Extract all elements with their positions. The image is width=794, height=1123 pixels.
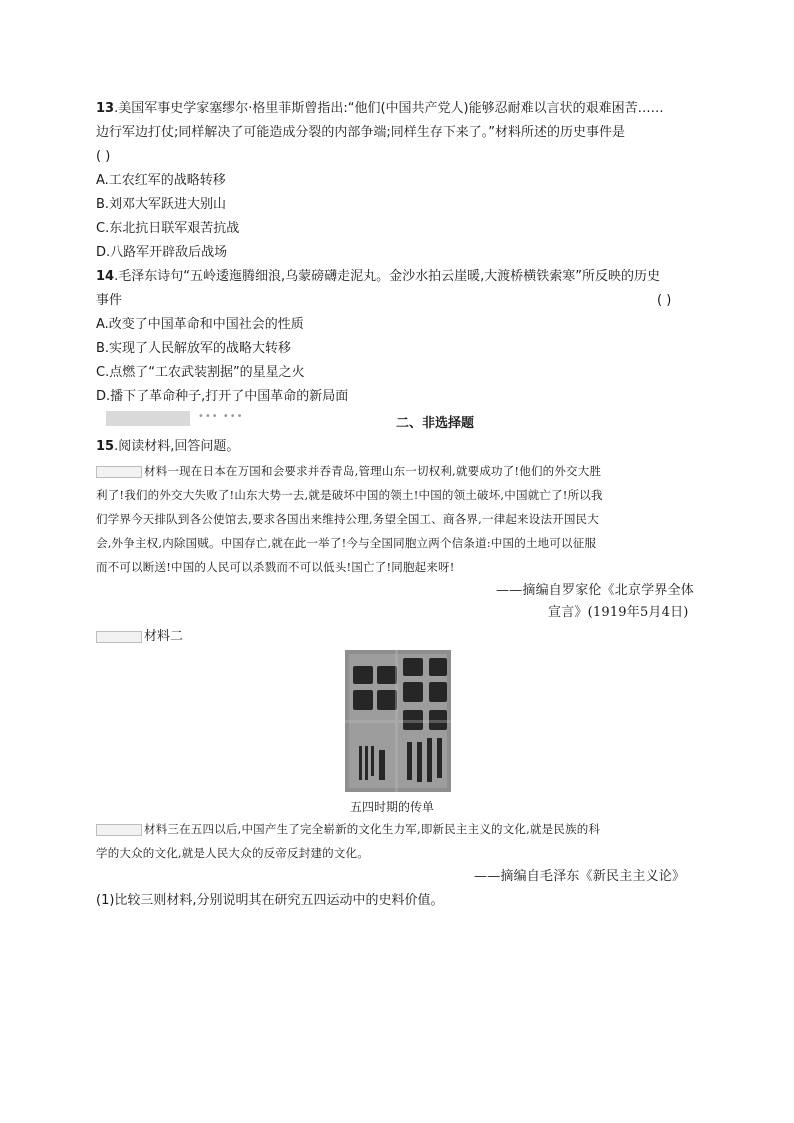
material-1-label: 材料一 bbox=[144, 464, 180, 478]
material-1-line3: 们学界今天排队到各公使馆去,要求各国出来维持公理,务望全国工、商各界,一律起来设法开国民大 bbox=[96, 512, 599, 526]
q14-option-d: D.播下了革命种子,打开了中国革命的新局面 bbox=[96, 389, 349, 404]
material-1-line4: 会,外争主权,内除国贼。中国存亡,就在此一举了!今与全国同胞立两个信条道:中国的土地可以征服 bbox=[96, 536, 597, 550]
material-1-source-line2: 宣言》(1919年5月4日) bbox=[548, 605, 689, 620]
section-title: 二、非选择题 bbox=[396, 416, 475, 431]
material-tag-box bbox=[96, 824, 142, 836]
material-3-line2: 学的大众的文化,就是人民大众的反帝反封建的文化。 bbox=[96, 846, 369, 860]
material-1-line1: 材料一现在日本在万国和会要求并吞青岛,管理山东一切权利,就要成功了!他们的外交大胜 bbox=[96, 462, 601, 480]
material-2-label: 材料二 bbox=[144, 629, 184, 644]
material-2-heading bbox=[96, 628, 183, 646]
q13-stem-line2: 边行军边打仗;同样解决了可能造成分裂的内部争端;同样生存下来了。”材料所述的历史事件是 bbox=[96, 125, 625, 140]
q15-subquestion-1: (1)比较三则材料,分别说明其在研究五四运动中的史料价值。 bbox=[96, 893, 444, 908]
q14-stem-line1: 14.毛泽东诗句“五岭逶迤腾细浪,乌蒙磅礴走泥丸。金沙水拍云崖暖,大渡桥横铁索寒”所反映的历史 bbox=[96, 269, 660, 284]
material-tag-box bbox=[96, 631, 142, 643]
q14-stem-line2: 事件 bbox=[96, 293, 123, 308]
q15-number: 15 bbox=[96, 439, 115, 454]
section-banner bbox=[106, 411, 190, 426]
q14-option-a: A.改变了中国革命和中国社会的性质 bbox=[96, 317, 304, 332]
material-3-label: 材料三 bbox=[144, 822, 180, 836]
q13-stem-line1: 13.美国军事史学家塞缪尔·格里菲斯曾指出:“他们(中国共产党人)能够忍耐难以言状的艰难困苦…… bbox=[96, 101, 664, 116]
q14-option-c: C.点燃了“工农武装割据”的星星之火 bbox=[96, 365, 305, 380]
q14-number: 14 bbox=[96, 269, 115, 284]
material-1-line2: 利了!我们的外交大失败了!山东大势一去,就是破坏中国的领土!中国的领土破坏,中国就亡了!所以我 bbox=[96, 488, 603, 502]
material-1-source-line1: ——摘编自罗家伦《北京学界全体 bbox=[496, 583, 695, 598]
q14-option-b: B.实现了人民解放军的战略大转移 bbox=[96, 341, 292, 356]
q14-answer-bracket: ( ) bbox=[657, 293, 672, 308]
material-tag-box bbox=[96, 466, 142, 478]
material-3-source: ——摘编自毛泽东《新民主主义论》 bbox=[474, 869, 686, 884]
section-dots: ••• ••• bbox=[198, 411, 244, 422]
material-1-line5: 而不可以断送!中国的人民可以杀戮而不可以低头!国亡了!同胞起来呀! bbox=[96, 560, 455, 574]
photo-caption: 五四时期的传单 bbox=[350, 800, 435, 814]
material-3-line1: 材料三在五四以后,中国产生了完全崭新的文化生力军,即新民主主义的文化,就是民族的科 bbox=[96, 820, 600, 838]
q13-option-d: D.八路军开辟敌后战场 bbox=[96, 245, 228, 260]
q13-option-b: B.刘邓大军跃进大别山 bbox=[96, 197, 227, 212]
leaflet-photo-image bbox=[345, 650, 451, 792]
q13-option-a: A.工农红军的战略转移 bbox=[96, 173, 226, 188]
q13-number: 13 bbox=[96, 101, 115, 116]
q15-stem: 15.阅读材料,回答问题。 bbox=[96, 439, 240, 454]
q13-answer-bracket: ( ) bbox=[96, 149, 111, 164]
q13-option-c: C.东北抗日联军艰苦抗战 bbox=[96, 221, 240, 236]
leaflet-photo bbox=[345, 650, 451, 792]
